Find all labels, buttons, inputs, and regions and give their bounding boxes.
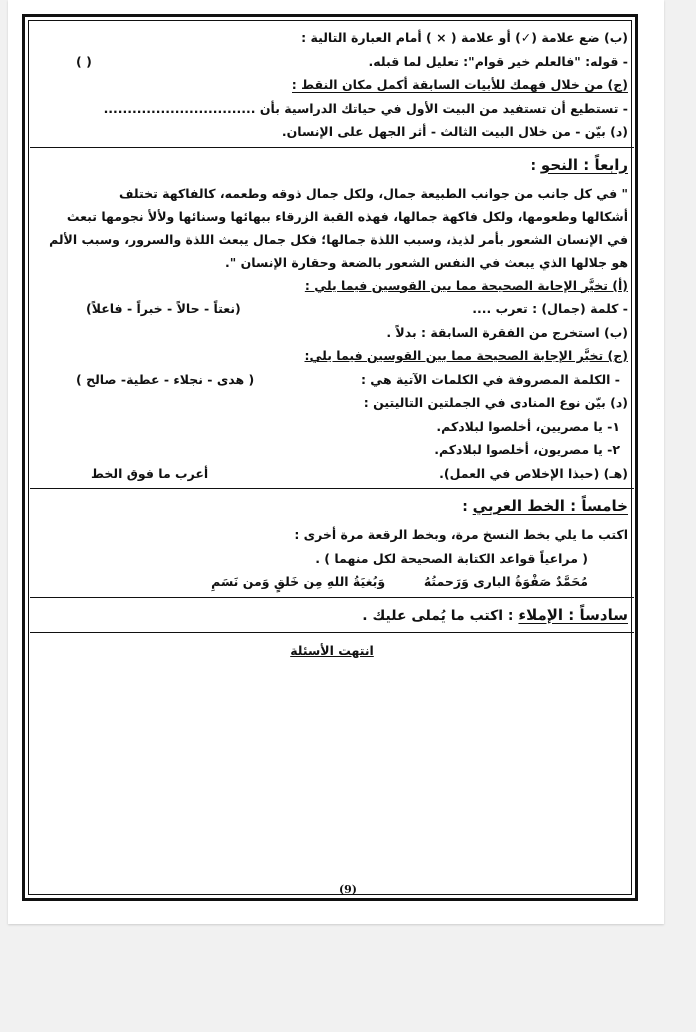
dictation-text: : اكتب ما يُملى عليك . <box>362 607 514 624</box>
paragraph-line: في الإنسان الشعور بأمر لذيذ، وسبب اللذة جمالها؛ فكل جمال يبعث اللذة والسرور، وسبب الألم <box>49 231 628 247</box>
grammar-qj-item: - الكلمة المصروفة في الكلمات الآتية هي : <box>360 371 620 387</box>
grammar-qj-title-text: (ج) تخيَّر الإجابة الصحيحة مما بين القوسين فيما يلي: <box>304 348 628 363</box>
end-of-questions-text: انتهت الأسئلة <box>290 642 374 658</box>
grammar-qj-item-row <box>36 368 628 392</box>
section-b-item-row <box>36 50 628 74</box>
calligraphy-line2: ( مراعياً قواعد الكتابة الصحيحة لكل منهما ) . <box>315 550 588 566</box>
grammar-qd-title: (د) بيّن نوع المنادى في الجملتين التاليتين : <box>363 395 628 410</box>
calligraphy-phrase-1: مُحَمَّدٌ صَفْوَةُ البارى وَرَحمتُهُ <box>423 574 588 589</box>
section-d-text: (د) بيّن - من خلال البيت الثالث - أثر الجهل على الإنسان. <box>281 124 628 139</box>
calligraphy-phrase-2: وَبُغيَةُ اللهِ مِن خَلقٍ وَمن نَسَمِ <box>211 574 386 589</box>
grammar-qa-title <box>36 274 628 298</box>
paragraph-line: " في كل جانب من جوانب الطبيعة جمال، ولكل جمال ذوقه وطعمه، كالفاكهة تختلف <box>118 185 628 201</box>
exam-content <box>36 26 628 662</box>
section-j-item: - تستطيع أن تستفيد من البيت الأول في حياتك الدراسية بأن ................................ <box>103 100 628 116</box>
section-j-title <box>36 73 628 97</box>
section-j-title-text: (ج) من خلال فهمك للأبيات السابقة أكمل مكان النقط : <box>291 77 628 92</box>
grammar-heading-text: رابعاً : النحو <box>540 155 628 174</box>
grammar-qh-row <box>36 462 628 486</box>
calligraphy-heading <box>36 489 628 523</box>
page-number: (9) <box>338 883 358 896</box>
calligraphy-verse <box>36 570 628 594</box>
section-b-answer-blank: ( ) <box>76 53 92 69</box>
grammar-qd-1: ١- يا مصريين، أخلصوا لبلادكم. <box>436 418 620 434</box>
section-b-item: - قوله: "فالعلم خير قوام": تعليل لما قبله. <box>368 53 628 69</box>
grammar-qa-options: (نعتاً - حالاً - خبراً - فاعلاً) <box>86 301 241 316</box>
grammar-qa-item: - كلمة (جمال) : تعرب .... <box>472 301 628 316</box>
dictation-heading-text: سادساً : الإملاء <box>518 605 628 624</box>
grammar-qa-title-text: (أ) تخيَّر الإجابة الصحيحة مما بين القوسين فيما يلي : <box>304 277 628 293</box>
grammar-qj-options: ( هدى - نجلاء - عطية- صالح ) <box>76 371 255 387</box>
grammar-qh-instruction: أعرب ما فوق الخط <box>91 465 209 481</box>
grammar-paragraph <box>36 182 628 274</box>
dictation-heading <box>36 598 628 632</box>
section-b-title: (ب) ضع علامة (✓) أو علامة ( × ) أمام العبارة التالية : <box>301 30 628 45</box>
calligraphy-line1: اكتب ما يلي بخط النسخ مرة، وبخط الرقعة مرة أخرى : <box>294 527 628 542</box>
calligraphy-heading-text: خامساً : الخط العربي <box>472 497 628 515</box>
grammar-heading-colon: : <box>530 157 537 174</box>
end-of-questions <box>36 639 628 663</box>
grammar-qa-item-row <box>36 297 628 321</box>
calligraphy-heading-colon: : <box>462 499 468 515</box>
grammar-qd-2: ٢- يا مصريون، أخلصوا لبلادكم. <box>434 442 620 457</box>
grammar-qj-title <box>36 344 628 368</box>
paragraph-line: أشكالها وطعومها، ولكل فاكهة جمالها، فهذه القبة الزرقاء ببهائها وسنائها ولألأ نجومها تبعث <box>66 208 628 224</box>
paragraph-line: هو جلالها الذي يبعث في النفس الشعور بالضعة وحقارة الإنسان ". <box>225 254 628 270</box>
grammar-qb: (ب) استخرج من الفقرة السابقة : بدلاً . <box>386 324 628 340</box>
grammar-qh: (هـ) (حبذا الإخلاص في العمل). <box>439 465 628 481</box>
grammar-heading <box>36 148 628 182</box>
